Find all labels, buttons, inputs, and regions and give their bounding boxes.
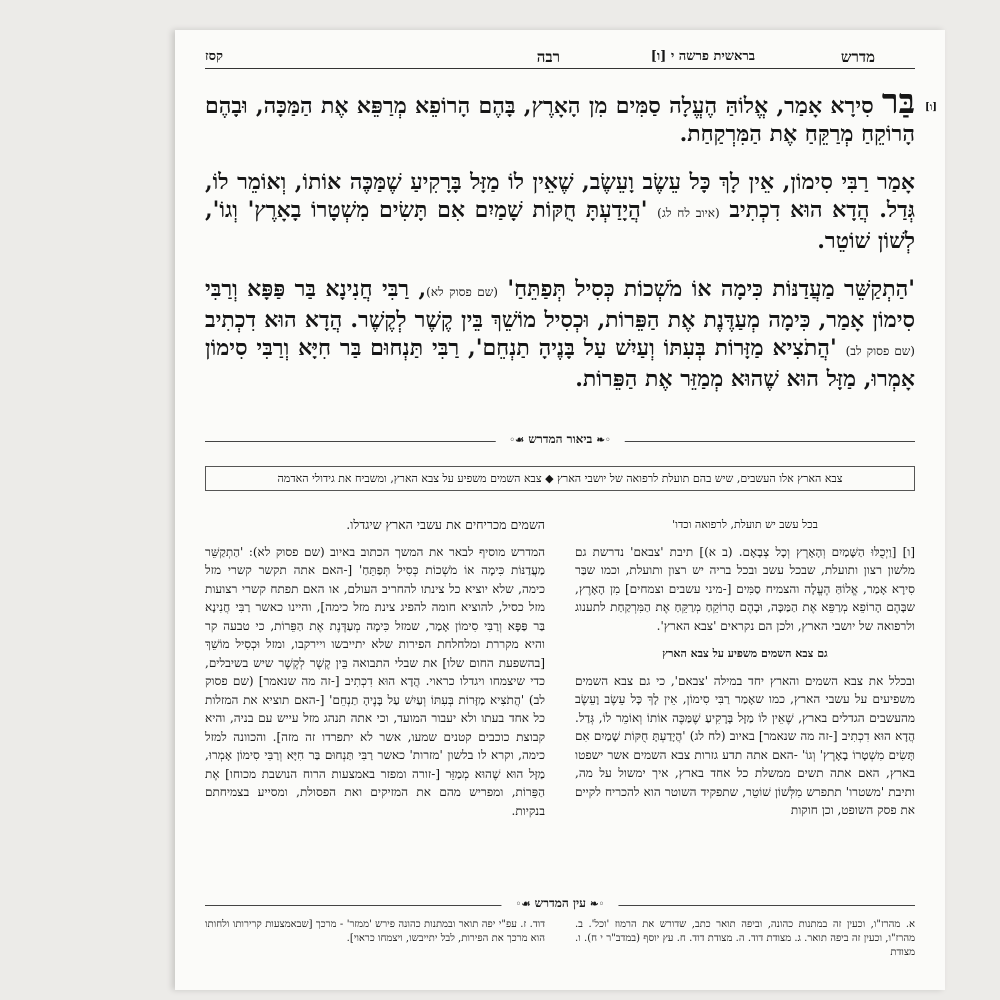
main-paragraph-3 <box>205 275 915 393</box>
commentary-subheading: גם צבא השמים משפיע על צבא הארץ <box>662 647 828 660</box>
ornament-icon: ◦❧ <box>590 899 605 910</box>
summary-box: צבא הארץ אלו העשבים, שיש בהם תועלת לרפואה של יושבי הארץ ◆ צבא השמים משפיע על צבא הארץ, ומשביח את גידולי האדמה <box>205 466 915 491</box>
section-title <box>495 432 625 447</box>
paragraph-text: סִירָא אָמַר, אֱלוֹהַּ הֶעֱלָה סַמִּים מִן הָאָרֶץ, בָּהֶם הָרוֹפֵא מְרַפֵּא אֶת הַמַּכָּה, וּבָהֶם הָרוֹקֵחַ מְרַקֵּחַ אֶת הַמִּרְקַחַת. <box>205 93 915 147</box>
section-label: [ו] <box>924 102 937 113</box>
verse-reference: (שם פסוק לא) <box>426 285 498 299</box>
section-title <box>502 896 619 911</box>
commentary-columns <box>205 516 915 896</box>
section-title-text: עין המדרש <box>534 896 586 910</box>
ornament-icon: ☙◦ <box>509 435 525 446</box>
paragraph-text: 'הֲיָדַעְתָּ חֻקּוֹת שָׁמַיִם אִם תָּשִׂים מִשְׁטָרוֹ בָאָרֶץ' וְגוֹ', לְשׁוֹן שׁוֹטֵר. <box>205 197 915 254</box>
paragraph-text: , רַבִּי חֲנִינָא בַּר פַּפָּא וְרַבִּי סִימוֹן אָמַר, כִּימָה מְעַדֶּנֶת אֶת הַפֵּרוֹת, וּכְסִיל מוֹשֵׁךְ בֵּין קֶשֶׁר לְקֶשֶׁר. הֲדָא הוּא דִכְתִיב <box>205 276 915 333</box>
section-title-text: ביאור המדרש <box>528 432 593 446</box>
commentary-paragraph: ובכלל את צבא השמים והארץ יחד במילה 'צבאם', כי גם צבא השמים משפיעים על עשבי הארץ, כמו שאָמַר רַבִּי סִימוֹן, אֵין לָךְ כָּל עֵשֶׂב וָעֵשֶׂב מהעשבים הגדלים בארץ, שֶׁאֵין לוֹ מַזָּל בָּרָקִיעַ שֶׁמַּכֶּה אוֹתוֹ וְאוֹמֵר לוֹ, גְּדַל. הֲדָא הוּא דִכְתִיב [-זה מה שנאמר] באיוב (לח לג) 'הֲיָדַעְתָּ חֻקּוֹת שָׁמַיִם אִם תָּשִׂים מִשְׁטָרוֹ בָאָרֶץ' וְגוֹ' -האם אתה תדע גזרות צבא השמים אשר ישפטו בארץ, האם אתה תשים ממשלת כל אחד בארץ, איך ימשול על מה, ותיבת 'משטרו' תתפרש מִלְּשׁוֹן שׁוֹטֵר, שתפקיד השוטר הוא להכריח לקיים את פסק השופט, וכן חוקות <box>575 673 915 817</box>
commentary-paragraph: המדרש מוסיף לבאר את המשך הכתוב באיוב (שם פסוק לא): 'הַתְקַשֵּׁר מַעֲדַנּוֹת כִּימָה אוֹ מֹשְׁכוֹת כְּסִיל תְּפַתֵּחַ' [-האם אתה תקשר קשרי מזל כימה, שלא יוציא כל צינתו להחריב העולם, או האם תפתח קשרי רצועות מזל כסיל, להוציא חומה להפיג צינת מזל כימה], והיינו כאשר רַבִּי חֲנִינָא בַּר פַּפָּא וְרַבִּי סִימוֹן אָמַר, שמזל כִּימָה מְעַדֶּנֶת אֶת הַפֵּרוֹת, כי טבעה קר והיא מקררת ומלחלחת הפירות שלא יתייבשו ויירקבו, ומזל וּכְסִיל מוֹשֵׁךְ [בהשפעת החום שלו] את שבלי התבואה בֵּין קֶשֶׁר לְקֶשֶׁר שיש בשיבלים, כדי שיצמחו ויגדלו כראוי. הֲדָא הוּא דִכְתִיב [-זה מה שנאמר] (שם פסוק לב) 'הֲתֹצִיא מַזָּרוֹת בְּעִתּוֹ וְעַיִשׁ עַל בָּנֶיהָ תַנְחֵם' [-האם תוציא את המזלות כל אחד בעתו ולא יעבור המועד, וכי אתה תנהג מזל עייש עם בניה, והיא קבוצת כוכבים קטנים שמעו, אשר לא יתפרדו זה מזה]. והכוונה למזל כימה, וקרא לו בלשון 'מזרות' כאשר רַבִּי תַּנְחוּם בַּר חִיָּא וְרַבִּי סִימוֹן אָמְרוּ, מַזָּל הוּא שֶׁהוּא מְמַזֵּר [-זורה ומפזר באמצעות הרוח הנושבת מכוחו] אֶת הַפֵּרוֹת, ומפריש מהם את המזיקים ואת הפסולת, ומסייע בצמיחתם בנקיות. <box>205 544 545 818</box>
commentary-paragraph: השמים מכריחים את עשבי הארץ שיגדלו. <box>346 517 545 532</box>
verse-reference: (שם פסוק לב) <box>845 344 915 358</box>
column-intro: בכל עשב יש תועלת, לרפואה וכדו' <box>672 518 818 531</box>
commentary-right-column <box>575 516 915 828</box>
paragraph-text: אָמַר רַבִּי סִימוֹן, אֵין לָךְ כָּל עֵשֶׂב וָעֵשֶׂב, שֶׁאֵין לוֹ מַזָּל בָּרָקִיעַ שֶׁמַּכֶּה אוֹתוֹ, וְאוֹמֵר לוֹ, גְּדַל. הֲדָא הוּא דִכְתִיב <box>205 169 915 223</box>
main-paragraph-2 <box>205 168 915 255</box>
section-divider-biur <box>205 432 915 450</box>
main-paragraph-1 <box>205 82 937 148</box>
section-divider-ein <box>205 896 915 914</box>
main-midrash-text <box>205 82 937 413</box>
commentary-paragraph: [ו] [וַיְכֻלּוּ הַשָּׁמַיִם וְהָאָרֶץ וְכָל צְבָאָם. (ב א)] תיבת 'צבאם' נדרשת גם מלשון רצון ותועלת, שבכל עשב ובכל בריה יש רצון ותועלת, וכמו שבַּר סִירָא אָמַר, אֱלוֹהַּ הֶעֱלָה והצמיח סַמִּים [-מיני עשבים וצמחים] מִן הָאָרֶץ, שבָּהֶם הָרוֹפֵא מְרַפֵּא אֶת הַמַּכָּה, וּבָהֶם הָרוֹקֵחַ מְרַקֵּחַ אֶת הַמִּרְקַחַת לתענוג ולרפואה של יושבי הארץ, ולכן הם נקראים 'צבא הארץ'. <box>575 544 915 633</box>
verse-reference: (איוב לח לג) <box>657 206 720 220</box>
page-number: קסז <box>205 49 223 64</box>
footnotes-right: א. מהרז"ו, וכעין זה במתנות כהונה, וביפה תואר כתב, שדורש את הרמוז 'וכל'. ב. מהרז"ו, וכעין זה ביפה תואר. ג. מצודת דוד. ה. מצודת דוד. ח. עץ יוסף (במדב"ר י ח). ו. מצודת <box>575 919 915 958</box>
header-rabbah: רבה <box>536 48 560 66</box>
paragraph-text: 'הַתְקַשֵּׁר מַעֲדַנּוֹת כִּימָה אוֹ מֹשְׁכוֹת כְּסִיל תְּפַתֵּחַ' <box>507 276 915 302</box>
header-midrash: מדרש <box>840 48 875 66</box>
footnotes-left: דוד. ז. עפ"י יפה תואר ובמתנות כהונה פירש 'ממזר' - מרכך [שבאמצעות קרירותו ולחותו הוא מרכך את הפירות, לבל יתייבשו, ויצמחו כראוי]. <box>205 919 545 944</box>
ornament-icon: ☙◦ <box>515 899 531 910</box>
commentary-left-column <box>205 516 545 828</box>
opening-word: בַּר <box>881 82 915 122</box>
ornament-icon: ◦❧ <box>596 435 611 446</box>
running-header <box>205 48 915 69</box>
paragraph-text: 'הֲתֹצִיא מַזָּרוֹת בְּעִתּוֹ וְעַיִשׁ עַל בָּנֶיהָ תַנְחֵם', רַבִּי תַּנְחוּם בַּר חִיָּא וְרַבִּי סִימוֹן אָמְרוּ, מַזָּל הוּא שֶׁהוּא מְמַזֵּר אֶת הַפֵּרוֹת. <box>205 335 915 392</box>
header-parasha: בראשית פרשה י [ו] <box>650 49 755 64</box>
book-page <box>175 30 945 990</box>
